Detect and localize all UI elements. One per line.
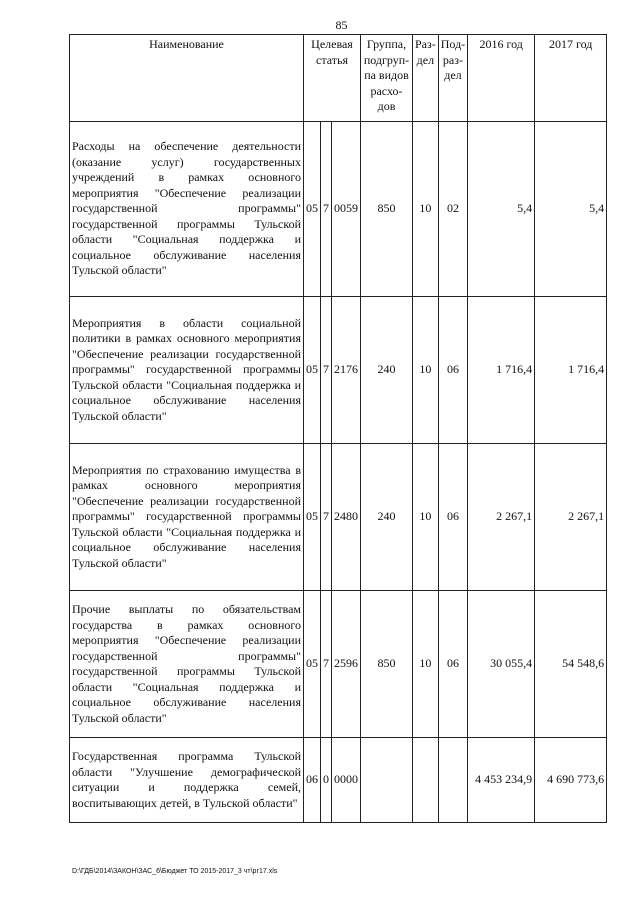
row-amount-2017: 1 716,4: [535, 297, 607, 444]
budget-table: [69, 34, 607, 823]
row-target-subprogram: 7: [321, 297, 332, 444]
table-row: [70, 297, 607, 444]
table-row: [70, 122, 607, 297]
row-target-code: 2480: [332, 444, 361, 591]
row-target-program: 05: [304, 122, 321, 297]
row-amount-2017: 5,4: [535, 122, 607, 297]
row-target-subprogram: 7: [321, 444, 332, 591]
row-target-code: 0059: [332, 122, 361, 297]
row-expense-group: 850: [361, 591, 413, 738]
row-amount-2016: 2 267,1: [468, 444, 535, 591]
row-target-code: 2596: [332, 591, 361, 738]
header-subsection: Под-раз-дел: [438, 35, 467, 122]
row-subsection: 06: [438, 297, 467, 444]
file-path-footer: D:\ГДБ\2014\ЗАКОН\ЗАС_6\Бюджет ТО 2015-2017_3 чт\рг17.xls: [72, 868, 278, 875]
row-name: Мероприятия по страхованию имущества в рамках основного мероприятия "Обеспечение реализации государственной программы" государственной программы Тульской области "Социальная поддержка и социальное обслуживание населения Тульской области": [70, 444, 304, 591]
header-section: Раз-дел: [413, 35, 439, 122]
row-target-program: 05: [304, 591, 321, 738]
row-name: Прочие выплаты по обязательствам государства в рамках основного мероприятия "Обеспечение реализации государственной программы" государственной программы Тульской области "Социальная поддержка и социальное обслуживание населения Тульской области": [70, 591, 304, 738]
row-amount-2017: 2 267,1: [535, 444, 607, 591]
table-row: [70, 591, 607, 738]
row-expense-group: 240: [361, 444, 413, 591]
header-year-2017: 2017 год: [535, 35, 607, 122]
header-target-article: Целевая статья: [304, 35, 361, 122]
row-section: [413, 738, 439, 823]
row-target-program: 05: [304, 297, 321, 444]
row-target-subprogram: 0: [321, 738, 332, 823]
row-name: Расходы на обеспечение деятельности (оказание услуг) государственных учреждений в рамках основного мероприятия "Обеспечение реализации государственной программы" государственной программы Тульской области "Социальная поддержка и социальное обслуживание населения Тульской области": [70, 122, 304, 297]
row-section: 10: [413, 444, 439, 591]
row-amount-2017: 54 548,6: [535, 591, 607, 738]
row-target-program: 06: [304, 738, 321, 823]
table-row: [70, 738, 607, 823]
row-target-subprogram: 7: [321, 591, 332, 738]
header-year-2016: 2016 год: [468, 35, 535, 122]
row-target-subprogram: 7: [321, 122, 332, 297]
row-section: 10: [413, 122, 439, 297]
row-section: 10: [413, 297, 439, 444]
row-subsection: 06: [438, 444, 467, 591]
row-expense-group: [361, 738, 413, 823]
row-amount-2016: 5,4: [468, 122, 535, 297]
row-amount-2016: 4 453 234,9: [468, 738, 535, 823]
row-target-code: 0000: [332, 738, 361, 823]
row-section: 10: [413, 591, 439, 738]
row-name: Государственная программа Тульской области "Улучшение демографической ситуации и поддержка семей, воспитывающих детей, в Тульской области": [70, 738, 304, 823]
row-name: Мероприятия в области социальной политики в рамках основного мероприятия "Обеспечение реализации государственной программы" государственной программы Тульской области "Социальная поддержка и социальное обслуживание населения Тульской области": [70, 297, 304, 444]
row-target-program: 05: [304, 444, 321, 591]
row-amount-2016: 30 055,4: [468, 591, 535, 738]
table-header-row: [70, 35, 607, 122]
row-target-code: 2176: [332, 297, 361, 444]
row-subsection: 06: [438, 591, 467, 738]
table-row: [70, 444, 607, 591]
row-expense-group: 850: [361, 122, 413, 297]
header-name: Наименование: [70, 35, 304, 122]
row-amount-2016: 1 716,4: [468, 297, 535, 444]
page-number: 85: [335, 18, 348, 32]
header-expense-group: Группа, подгруп-па видов расхо-дов: [361, 35, 413, 122]
row-amount-2017: 4 690 773,6: [535, 738, 607, 823]
row-expense-group: 240: [361, 297, 413, 444]
row-subsection: [438, 738, 467, 823]
row-subsection: 02: [438, 122, 467, 297]
